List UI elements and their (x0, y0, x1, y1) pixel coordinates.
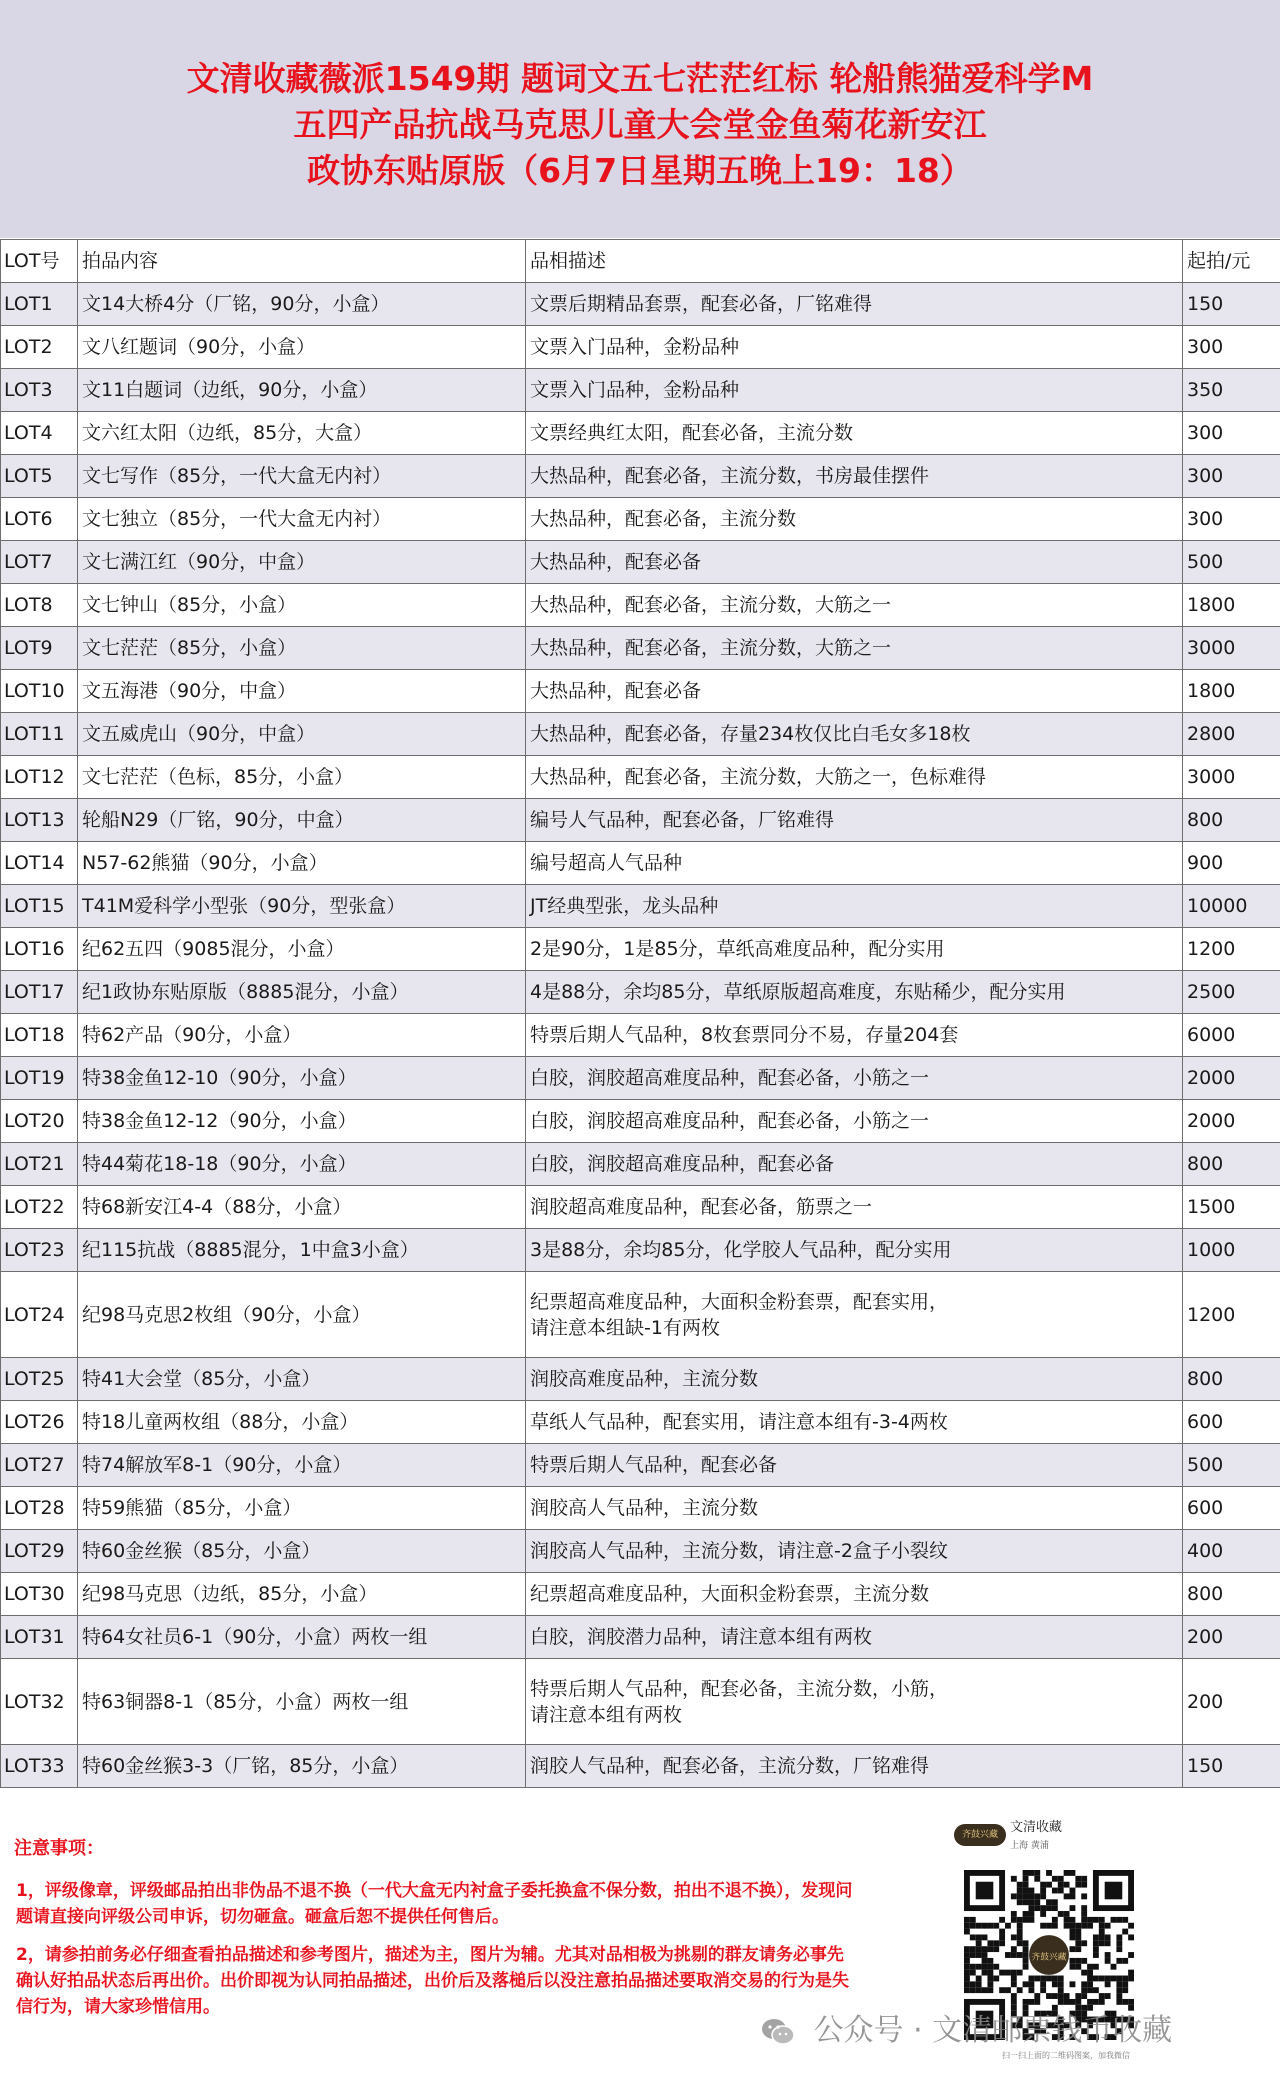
lot-item: 特59熊猫（85分，小盒） (78, 1487, 526, 1530)
lot-number: LOT9 (1, 627, 78, 670)
lot-start-price: 2500 (1183, 971, 1280, 1014)
lot-number: LOT7 (1, 541, 78, 584)
table-row (1, 584, 1280, 627)
lot-start-price: 800 (1183, 1358, 1280, 1401)
lot-start-price: 600 (1183, 1487, 1280, 1530)
table-row (1, 1530, 1280, 1573)
lot-number: LOT32 (1, 1659, 78, 1745)
lot-start-price: 1200 (1183, 928, 1280, 971)
table-row (1, 326, 1280, 369)
title-line-3: 政协东贴原版（6月7日星期五晚上19：18） (307, 151, 973, 190)
lot-description-line: 大热品种，配套必备，主流分数，大筋之一，色标难得 (530, 766, 987, 788)
table-row (1, 1745, 1280, 1788)
lot-start-price: 200 (1183, 1616, 1280, 1659)
lot-start-price: 150 (1183, 1745, 1280, 1788)
header-lot: LOT号 (1, 240, 78, 283)
table-row (1, 885, 1280, 928)
lot-item: 纪1政协东贴原版（8885混分，小盒） (78, 971, 526, 1014)
table-row (1, 498, 1280, 541)
lot-item: 特63铜器8-1（85分，小盒）两枚一组 (78, 1659, 526, 1745)
table-row (1, 842, 1280, 885)
table-row (1, 1100, 1280, 1143)
lot-item: 特38金鱼12-10（90分，小盒） (78, 1057, 526, 1100)
lot-description-line: 润胶超高难度品种，配套必备，筋票之一 (530, 1196, 873, 1218)
lot-description-line: 编号人气品种，配套必备，厂铭难得 (530, 809, 835, 831)
lot-description (526, 756, 1183, 799)
notes-section (14, 1836, 854, 2032)
lot-description (526, 1401, 1183, 1444)
lot-item: 特60金丝猴3-3（厂铭，85分，小盒） (78, 1745, 526, 1788)
lot-description (526, 1014, 1183, 1057)
lot-number: LOT21 (1, 1143, 78, 1186)
lot-description-line: JT经典型张，龙头品种 (530, 895, 719, 917)
header-item: 拍品内容 (78, 240, 526, 283)
lot-description (526, 670, 1183, 713)
lot-item: N57-62熊猫（90分，小盒） (78, 842, 526, 885)
lot-description-line: 请注意本组缺-1有两枚 (530, 1316, 720, 1339)
lot-item: 特41大会堂（85分，小盒） (78, 1358, 526, 1401)
lot-number: LOT14 (1, 842, 78, 885)
lot-start-price: 500 (1183, 541, 1280, 584)
lot-description-line: 2是90分，1是85分，草纸高难度品种，配分实用 (530, 938, 945, 960)
lot-description-line: 特票后期人气品种，配套必备，主流分数，小筋， (530, 1677, 949, 1700)
lot-description-line: 白胶，润胶超高难度品种，配套必备，小筋之一 (530, 1067, 930, 1089)
lot-start-price: 800 (1183, 1573, 1280, 1616)
table-row (1, 1143, 1280, 1186)
lot-description-line: 白胶，润胶潜力品种，请注意本组有两枚 (530, 1626, 873, 1648)
table-header-row (1, 240, 1280, 283)
lot-description (526, 412, 1183, 455)
lot-start-price: 2800 (1183, 713, 1280, 756)
lot-item: 纪62五四（9085混分，小盒） (78, 928, 526, 971)
lot-number: LOT10 (1, 670, 78, 713)
lot-description-line: 润胶高人气品种，主流分数 (530, 1497, 759, 1519)
lot-number: LOT3 (1, 369, 78, 412)
lot-description (526, 326, 1183, 369)
lot-description-line: 草纸人气品种，配套实用，请注意本组有-3-4两枚 (530, 1411, 948, 1433)
lot-description-line: 3是88分，余均85分，化学胶人气品种，配分实用 (530, 1239, 952, 1261)
lot-item: 文八红题词（90分，小盒） (78, 326, 526, 369)
lot-description (526, 799, 1183, 842)
table-row (1, 1659, 1280, 1745)
table-row (1, 1358, 1280, 1401)
lot-description (526, 498, 1183, 541)
lot-item: 文七茫茫（85分，小盒） (78, 627, 526, 670)
lot-description-line: 编号超高人气品种 (530, 852, 683, 874)
lot-start-price: 1800 (1183, 670, 1280, 713)
lot-description (526, 928, 1183, 971)
lot-start-price: 150 (1183, 283, 1280, 326)
note-item-2: 2，请参拍前务必仔细查看拍品描述和参考图片，描述为主，图片为辅。尤其对品相极为挑剔的群友请务必事先确认好拍品状态后再出价。出价即视为认同拍品描述，出价后及落槌后以没注意拍品描述要取消交易的行为是失信行为，请大家珍惜信用。 (16, 1945, 849, 2017)
lot-description-line: 特票后期人气品种，配套必备 (530, 1454, 778, 1476)
lot-table (0, 239, 1280, 1788)
lot-number: LOT22 (1, 1186, 78, 1229)
header-banner (0, 0, 1280, 238)
lot-description (526, 713, 1183, 756)
lot-description-line: 白胶，润胶超高难度品种，配套必备，小筋之一 (530, 1110, 930, 1132)
lot-description-line: 润胶高难度品种，主流分数 (530, 1368, 759, 1390)
lot-number: LOT5 (1, 455, 78, 498)
table-row (1, 627, 1280, 670)
table-row (1, 971, 1280, 1014)
brand-location: 上海 黄浦 (1010, 1841, 1049, 1851)
lot-number: LOT23 (1, 1229, 78, 1272)
lot-description-line: 大热品种，配套必备，存量234枚仅比白毛女多18枚 (530, 723, 971, 745)
lot-description (526, 369, 1183, 412)
lot-description-line: 纪票超高难度品种，大面积金粉套票，主流分数 (530, 1583, 930, 1605)
lot-item: 文六红太阳（边纸，85分，大盒） (78, 412, 526, 455)
lot-description (526, 455, 1183, 498)
lot-start-price: 3000 (1183, 627, 1280, 670)
lot-start-price: 300 (1183, 326, 1280, 369)
lot-start-price: 1800 (1183, 584, 1280, 627)
table-row (1, 1057, 1280, 1100)
lot-number: LOT29 (1, 1530, 78, 1573)
lot-number: LOT1 (1, 283, 78, 326)
page-title (0, 56, 1280, 194)
lot-description (526, 1530, 1183, 1573)
lot-start-price: 400 (1183, 1530, 1280, 1573)
lot-description-line: 大热品种，配套必备，主流分数，大筋之一 (530, 594, 892, 616)
lot-number: LOT31 (1, 1616, 78, 1659)
brand-name: 文清收藏 (1010, 1820, 1063, 1835)
lot-description (526, 1186, 1183, 1229)
table-row (1, 1444, 1280, 1487)
lot-description (526, 1745, 1183, 1788)
lot-start-price: 200 (1183, 1659, 1280, 1745)
lot-item: 纪98马克思2枚组（90分，小盒） (78, 1272, 526, 1358)
lot-number: LOT26 (1, 1401, 78, 1444)
lot-description-line: 文票后期精品套票，配套必备，厂铭难得 (530, 293, 873, 315)
lot-item: 特62产品（90分，小盒） (78, 1014, 526, 1057)
lot-start-price: 300 (1183, 412, 1280, 455)
table-row (1, 670, 1280, 713)
lot-number: LOT16 (1, 928, 78, 971)
lot-item: 文14大桥4分（厂铭，90分，小盒） (78, 283, 526, 326)
lot-number: LOT4 (1, 412, 78, 455)
lot-start-price: 350 (1183, 369, 1280, 412)
lot-description (526, 283, 1183, 326)
lot-description (526, 842, 1183, 885)
lot-description (526, 1616, 1183, 1659)
lot-description-line: 文票入门品种，金粉品种 (530, 336, 740, 358)
lot-item: 文七满江红（90分，中盒） (78, 541, 526, 584)
lot-description-line: 请注意本组有两枚 (530, 1703, 683, 1726)
lot-description (526, 1444, 1183, 1487)
lot-description-line: 大热品种，配套必备 (530, 551, 702, 573)
table-row (1, 283, 1280, 326)
lot-number: LOT27 (1, 1444, 78, 1487)
lot-description-line: 大热品种，配套必备，主流分数，书房最佳摆件 (530, 465, 930, 487)
table-row (1, 1616, 1280, 1659)
lot-number: LOT19 (1, 1057, 78, 1100)
watermark (760, 2008, 1172, 2054)
lot-item: 文11白题词（边纸，90分，小盒） (78, 369, 526, 412)
lot-start-price: 1200 (1183, 1272, 1280, 1358)
lot-number: LOT30 (1, 1573, 78, 1616)
lot-number: LOT2 (1, 326, 78, 369)
lot-number: LOT25 (1, 1358, 78, 1401)
table-row (1, 1272, 1280, 1358)
lot-description (526, 584, 1183, 627)
lot-item: T41M爱科学小型张（90分，型张盒） (78, 885, 526, 928)
lot-item: 特60金丝猴（85分，小盒） (78, 1530, 526, 1573)
lot-item: 纪98马克思（边纸，85分，小盒） (78, 1573, 526, 1616)
table-row (1, 455, 1280, 498)
lot-item: 特44菊花18-18（90分，小盒） (78, 1143, 526, 1186)
lot-description-line: 4是88分，余均85分，草纸原版超高难度，东贴稀少，配分实用 (530, 981, 1066, 1003)
lot-start-price: 1500 (1183, 1186, 1280, 1229)
lot-description-line: 文票经典红太阳，配套必备，主流分数 (530, 422, 854, 444)
lot-item: 纪115抗战（8885混分，1中盒3小盒） (78, 1229, 526, 1272)
notes-title: 注意事项： (14, 1838, 104, 1859)
lot-description (526, 1573, 1183, 1616)
lot-start-price: 2000 (1183, 1100, 1280, 1143)
table-row (1, 928, 1280, 971)
lot-description-line: 纪票超高难度品种，大面积金粉套票，配套实用， (530, 1290, 949, 1313)
table-row (1, 799, 1280, 842)
lot-start-price: 1000 (1183, 1229, 1280, 1272)
lot-item: 文五威虎山（90分，中盒） (78, 713, 526, 756)
table-row (1, 1573, 1280, 1616)
table-row (1, 756, 1280, 799)
lot-description (526, 885, 1183, 928)
table-row (1, 1014, 1280, 1057)
lot-item: 特64女社员6-1（90分，小盒）两枚一组 (78, 1616, 526, 1659)
lot-start-price: 800 (1183, 799, 1280, 842)
lot-number: LOT12 (1, 756, 78, 799)
lot-start-price: 3000 (1183, 756, 1280, 799)
lot-start-price: 600 (1183, 1401, 1280, 1444)
lot-item: 特68新安江4-4（88分，小盒） (78, 1186, 526, 1229)
table-row (1, 1487, 1280, 1530)
lot-description (526, 1100, 1183, 1143)
qr-caption: 扫一扫上面的二维码图案，加我微信 (1002, 2051, 1130, 2060)
lot-number: LOT8 (1, 584, 78, 627)
lot-item: 轮船N29（厂铭，90分，中盒） (78, 799, 526, 842)
lot-start-price: 300 (1183, 498, 1280, 541)
brand-header (952, 1810, 1174, 1870)
qr-center-logo: 齐鼓兴藏 (1031, 1952, 1067, 1963)
lot-start-price: 6000 (1183, 1014, 1280, 1057)
lot-number: LOT18 (1, 1014, 78, 1057)
lot-description (526, 1487, 1183, 1530)
lot-item: 文七独立（85分，一代大盒无内衬） (78, 498, 526, 541)
lot-description-line: 大热品种，配套必备 (530, 680, 702, 702)
lot-description (526, 541, 1183, 584)
header-price: 起拍/元 (1183, 240, 1280, 283)
lot-description-line: 大热品种，配套必备，主流分数 (530, 508, 797, 530)
lot-number: LOT6 (1, 498, 78, 541)
lot-number: LOT20 (1, 1100, 78, 1143)
lot-item: 文七茫茫（色标，85分，小盒） (78, 756, 526, 799)
lot-start-price: 500 (1183, 1444, 1280, 1487)
table-row (1, 541, 1280, 584)
header-desc: 品相描述 (526, 240, 1183, 283)
lot-description-line: 润胶人气品种，配套必备，主流分数，厂铭难得 (530, 1755, 930, 1777)
lot-start-price: 300 (1183, 455, 1280, 498)
wechat-icon (760, 2017, 796, 2047)
lot-item: 特18儿童两枚组（88分，小盒） (78, 1401, 526, 1444)
lot-description (526, 1057, 1183, 1100)
lot-description (526, 1272, 1183, 1358)
lot-item: 特38金鱼12-12（90分，小盒） (78, 1100, 526, 1143)
brand-logo: 齐鼓兴藏 (954, 1824, 1006, 1846)
lot-number: LOT13 (1, 799, 78, 842)
lot-number: LOT24 (1, 1272, 78, 1358)
table-row (1, 1401, 1280, 1444)
lot-description (526, 1229, 1183, 1272)
lot-description (526, 1358, 1183, 1401)
lot-description-line: 大热品种，配套必备，主流分数，大筋之一 (530, 637, 892, 659)
table-row (1, 369, 1280, 412)
table-row (1, 412, 1280, 455)
lot-description (526, 1143, 1183, 1186)
lot-start-price: 900 (1183, 842, 1280, 885)
lot-description (526, 1659, 1183, 1745)
lot-description-line: 文票入门品种，金粉品种 (530, 379, 740, 401)
lot-number: LOT28 (1, 1487, 78, 1530)
note-item-1: 1，评级像章，评级邮品拍出非伪品不退不换（一代大盒无内衬盒子委托换盒不保分数，拍出不退不换），发现问题请直接向评级公司申诉，切勿砸盒。砸盒后恕不提供任何售后。 (16, 1881, 853, 1927)
lot-description (526, 627, 1183, 670)
lot-number: LOT33 (1, 1745, 78, 1788)
lot-number: LOT11 (1, 713, 78, 756)
lot-item: 文五海港（90分，中盒） (78, 670, 526, 713)
title-line-2: 五四产品抗战马克思儿童大会堂金鱼菊花新安江 (293, 105, 987, 144)
lot-item: 特74解放军8-1（90分，小盒） (78, 1444, 526, 1487)
watermark-text: 公众号 · 文清邮票钱币收藏 (813, 2013, 1173, 2048)
table-row (1, 713, 1280, 756)
table-row (1, 1229, 1280, 1272)
lot-start-price: 2000 (1183, 1057, 1280, 1100)
lot-item: 文七钟山（85分，小盒） (78, 584, 526, 627)
table-row (1, 1186, 1280, 1229)
lot-item: 文七写作（85分，一代大盒无内衬） (78, 455, 526, 498)
lot-description (526, 971, 1183, 1014)
lot-number: LOT15 (1, 885, 78, 928)
lot-number: LOT17 (1, 971, 78, 1014)
lot-description-line: 润胶高人气品种，主流分数，请注意-2盒子小裂纹 (530, 1540, 948, 1562)
lot-start-price: 10000 (1183, 885, 1280, 928)
title-line-1: 文清收藏薇派1549期 题词文五七茫茫红标 轮船熊猫爱科学M (186, 59, 1094, 98)
lot-start-price: 800 (1183, 1143, 1280, 1186)
lot-description-line: 白胶，润胶超高难度品种，配套必备 (530, 1153, 835, 1175)
lot-description-line: 特票后期人气品种，8枚套票同分不易，存量204套 (530, 1024, 959, 1046)
